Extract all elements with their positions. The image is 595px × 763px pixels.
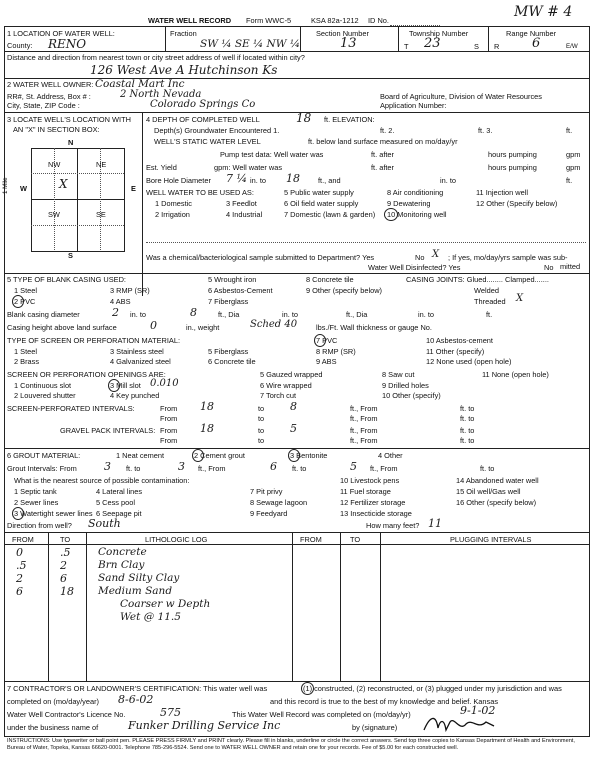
grout-ft-to-2: ft. to — [292, 464, 307, 473]
feet-label: How many feet? — [366, 521, 420, 530]
weight-value: Sched 40 — [250, 319, 298, 330]
gw-ft: ft. — [566, 126, 573, 135]
fraction-label: Fraction — [170, 29, 197, 38]
gravel-to-value: 5 — [290, 422, 297, 435]
se-label: SE — [96, 210, 106, 219]
log-row-desc: Medium Sand — [98, 585, 173, 597]
s6-title: 6 GROUT MATERIAL: — [7, 451, 81, 460]
contam-1: 1 Septic tank — [14, 487, 57, 496]
section-box — [31, 148, 125, 252]
ksa-ref: KSA 82a-1212 — [311, 16, 359, 25]
screen-12: 12 None used (open hole) — [426, 357, 512, 366]
open-4: 4 Key punched — [110, 391, 160, 400]
licence-number: 575 — [160, 706, 181, 719]
casing-welded: Welded — [474, 286, 499, 295]
rr-value: 2 North Nevada — [120, 89, 202, 100]
gw-2: ft. 2. — [380, 126, 395, 135]
pump-hours: hours pumping — [488, 150, 537, 159]
casing-5: 5 Wrought iron — [208, 275, 257, 284]
open-label: SCREEN OR PERFORATION OPENINGS ARE: — [7, 370, 166, 379]
screen-pvc: 7 PVC — [316, 336, 338, 345]
open-1: 1 Continuous slot — [14, 381, 72, 390]
bore-ft: ft. — [566, 176, 573, 185]
yield-rest: gpm: Well water was — [214, 163, 283, 172]
pump-label: Pump test data: Well water was — [220, 150, 324, 159]
casing-4: 4 ABS — [110, 297, 131, 306]
log-row-from: 0 — [16, 546, 23, 559]
diam-ft-dia2: ft., Dia — [346, 310, 368, 319]
chem-rest: ; If yes, mo/day/yrs sample was sub- — [448, 253, 568, 262]
mile-label: 1 Mile — [2, 177, 9, 194]
range-ew: E/W — [566, 43, 578, 50]
perf-ft-from-2: ft., From — [350, 414, 378, 423]
perf-ft-from: ft., From — [350, 404, 378, 413]
sw-label: SW — [48, 210, 60, 219]
contam-2: 2 Sewer lines — [14, 498, 59, 507]
contam-7: 7 Pit privy — [250, 487, 283, 496]
diam-in-to: in. to — [130, 310, 147, 319]
county-label: County: — [7, 41, 33, 50]
contam-6: 6 Seepage pit — [96, 509, 142, 518]
bore-value: 7 ¼ — [226, 172, 248, 185]
casing-6: 6 Asbestos-Cement — [208, 286, 273, 295]
gravel-from-value: 18 — [200, 422, 214, 435]
cert-line1a: 7 CONTRACTOR'S OR LANDOWNER'S CERTIFICATION: This water well was — [7, 684, 268, 693]
contam-9: 9 Feedyard — [250, 509, 288, 518]
grout-3-circle — [288, 449, 300, 462]
chem-no-mark: X — [432, 249, 440, 260]
log-row-from: 6 — [16, 585, 23, 598]
diam-ft: ft. — [486, 310, 493, 319]
form-number: Form WWC-5 — [246, 16, 292, 25]
id-handwritten: MW # 4 — [514, 4, 573, 20]
use-1: 1 Domestic — [155, 199, 192, 208]
gravel-ft-from: ft., From — [350, 426, 378, 435]
chem-no: No — [415, 253, 425, 262]
log-row-desc: Coarser w Depth — [120, 598, 211, 610]
log-row-from: 2 — [16, 572, 23, 585]
contam-14: 14 Abandoned water well — [456, 476, 539, 485]
board-label: Board of Agriculture, Division of Water Resources — [380, 92, 542, 101]
grout-ft-from-1: ft., From — [198, 464, 226, 473]
open-11: 11 None (open hole) — [482, 370, 549, 379]
height-label: Casing height above land surface — [7, 323, 117, 332]
gravel-ft-to-2: ft. to — [460, 436, 475, 445]
open-10: 10 Other (specify) — [382, 391, 441, 400]
casing-2-circle — [12, 295, 24, 308]
use-9: 9 Dewatering — [387, 199, 431, 208]
screen-1: 1 Steel — [14, 347, 38, 356]
screen-3: 3 Stainless steel — [110, 347, 164, 356]
open-7: 7 Torch cut — [260, 391, 297, 400]
log-row-to: 6 — [60, 572, 67, 585]
grout-i2-to: 5 — [350, 460, 357, 473]
south-label: S — [68, 251, 73, 260]
screen-2: 2 Brass — [14, 357, 40, 366]
contam-15: 15 Oil well/Gas well — [456, 487, 521, 496]
static-rest: ft. below land surface measured on mo/day/yr — [308, 137, 458, 146]
perf-to: to — [258, 404, 265, 413]
contam-5: 5 Cess pool — [96, 498, 136, 507]
screen-8: 8 RMP (SR) — [316, 347, 356, 356]
north-label: N — [68, 138, 74, 147]
screen-ac: 10 Asbestos-cement — [426, 336, 493, 345]
open-3: 3 Mill slot — [110, 381, 141, 390]
chem-mitted: mitted — [560, 262, 581, 271]
disinfected-no: No — [544, 263, 554, 272]
diam-ft-dia: ft., Dia — [218, 310, 240, 319]
bore-to-value: 18 — [286, 172, 300, 185]
record-date: 9-1-02 — [460, 704, 496, 717]
screen-9: 9 ABS — [316, 357, 337, 366]
screen-5: 5 Fiberglass — [208, 347, 249, 356]
use-label: WELL WATER TO BE USED AS: — [146, 188, 254, 197]
casing-threaded: Threaded — [474, 297, 506, 306]
contam-3-circle — [12, 507, 24, 520]
application-label: Application Number: — [380, 101, 447, 110]
contam-13: 13 Insecticide storage — [340, 509, 412, 518]
disinfected-label: Water Well Disinfected? Yes — [368, 263, 461, 272]
yield-after: ft. after — [371, 163, 395, 172]
log-row-desc: Concrete — [98, 546, 147, 558]
yield-hours: hours pumping — [488, 163, 537, 172]
diam-in-to3: in. to — [418, 310, 435, 319]
county-value: RENO — [48, 37, 87, 51]
contam-12: 12 Fertilizer storage — [340, 498, 406, 507]
open-9: 9 Drilled holes — [382, 381, 429, 390]
city-label: City, State, ZIP Code : — [7, 101, 80, 110]
log-head-to2: TO — [350, 535, 361, 544]
id-label: ID No. — [368, 16, 389, 25]
grout-4: 4 Other — [378, 451, 403, 460]
screen-4: 4 Galvanized steel — [110, 357, 171, 366]
grout-ft-from-2: ft., From — [370, 464, 398, 473]
screen-label: TYPE OF SCREEN OR PERFORATION MATERIAL: — [7, 336, 181, 345]
section-value: 13 — [340, 36, 357, 51]
constructed-circle — [301, 682, 314, 695]
open-6: 6 Wire wrapped — [260, 381, 312, 390]
use-10: 10 Monitoring well — [387, 210, 447, 219]
perf-ft-to: ft. to — [460, 404, 475, 413]
use-10-circle — [384, 208, 398, 221]
bore-ft-and: ft., and — [318, 176, 341, 185]
log-head-plug: PLUGGING INTERVALS — [450, 535, 532, 544]
distance-value: 126 West Ave A Hutchinson Ks — [90, 63, 278, 77]
s1-title: 1 LOCATION OF WATER WELL: — [7, 29, 115, 38]
grout-intervals-label: Grout Intervals: From — [7, 464, 77, 473]
gravel-ft-from-2: ft., From — [350, 436, 378, 445]
pump-after: ft. after — [371, 150, 395, 159]
casing-8: 8 Concrete tile — [306, 275, 354, 284]
open-2: 2 Louvered shutter — [14, 391, 76, 400]
casing-7: 7 Fiberglass — [208, 297, 249, 306]
s3-title: 3 LOCATE WELL'S LOCATION WITH — [7, 115, 131, 124]
log-head-lith: LITHOLOGIC LOG — [145, 535, 208, 544]
feet-value: 11 — [428, 517, 442, 530]
contam-11: 11 Fuel storage — [340, 487, 391, 496]
use-6: 6 Oil field water supply — [284, 199, 359, 208]
cert-line4a: under the business name of — [7, 723, 99, 732]
grout-ft-to-1: ft. to — [126, 464, 141, 473]
cert-line2b: and this record is true to the best of my knowledge and belief. Kansas — [270, 697, 499, 706]
height-value: 0 — [150, 319, 157, 332]
gw-label: Depth(s) Groundwater Encountered 1. — [154, 126, 280, 135]
use-5: 5 Public water supply — [284, 188, 354, 197]
signature — [420, 712, 500, 736]
s2-title: 2 WATER WELL OWNER: — [7, 80, 94, 89]
cert-line3a: Water Well Contractor's Licence No. — [7, 710, 126, 719]
perf-from: From — [160, 404, 178, 413]
ne-label: NE — [96, 160, 107, 169]
well-location-mark: X — [59, 177, 68, 191]
city-value: Colorado Springs Co — [150, 99, 256, 110]
open-5: 5 Gauzed wrapped — [260, 370, 323, 379]
yield-gpm: gpm — [566, 163, 581, 172]
range-value: 6 — [532, 36, 541, 51]
log-head-from: FROM — [12, 535, 34, 544]
grout-1: 1 Neat cement — [116, 451, 165, 460]
casing-1: 1 Steel — [14, 286, 38, 295]
log-row-desc: Sand Silty Clay — [98, 572, 180, 584]
use-3: 3 Feedlot — [226, 199, 257, 208]
chem-label: Was a chemical/bacteriological sample submitted to Department? Yes — [146, 253, 375, 262]
log-row-to: .5 — [60, 546, 71, 559]
use-12: 12 Other (Specify below) — [476, 199, 558, 208]
log-row-to: 18 — [60, 585, 74, 598]
range-label: Range Number — [506, 29, 557, 38]
range-r: R — [494, 42, 500, 51]
casing-joints: CASING JOINTS: Glued........ Clamped....... — [406, 275, 549, 284]
use-2: 2 Irrigation — [155, 210, 190, 219]
bore-label: Bore Hole Diameter — [146, 176, 211, 185]
gravel-label: GRAVEL PACK INTERVALS: — [60, 426, 156, 435]
log-head-to: TO — [60, 535, 71, 544]
township-label: Township Number — [409, 29, 469, 38]
nw-label: NW — [48, 160, 61, 169]
log-row-desc: Brn Clay — [98, 559, 145, 571]
west-label: W — [20, 184, 27, 193]
owner-value: Coastal Mart Inc — [95, 78, 185, 90]
grout-i1-from: 3 — [104, 460, 111, 473]
grout-ft-to-3: ft. to — [480, 464, 495, 473]
perf-to-value: 8 — [290, 400, 297, 413]
gravel-to-2: to — [258, 436, 265, 445]
township-t: T — [404, 42, 409, 51]
fraction-value: SW ¼ SE ¼ NW ¼ — [200, 38, 301, 50]
log-row-to: 2 — [60, 559, 67, 572]
grout-i2-from: 6 — [270, 460, 277, 473]
contam-label: What is the nearest source of possible contamination: — [14, 476, 190, 485]
form-title: WATER WELL RECORD — [148, 16, 232, 25]
township-s: S — [474, 42, 479, 51]
section-label: Section Number — [316, 29, 369, 38]
weight-rest: lbs./Ft. Wall thickness or gauge No. — [316, 323, 432, 332]
township-value: 23 — [424, 36, 441, 51]
completed-date: 8-6-02 — [118, 693, 154, 706]
height-in-weight: in., weight — [186, 323, 220, 332]
depth-value: 18 — [296, 111, 312, 125]
distance-label: Distance and direction from nearest town or city street address of well if located within city? — [7, 53, 305, 62]
direction-value: South — [88, 517, 121, 530]
gravel-ft-to: ft. to — [460, 426, 475, 435]
elevation-label: ft. ELEVATION: — [324, 115, 375, 124]
gravel-from-2: From — [160, 436, 178, 445]
bore-in-to2: in. to — [440, 176, 457, 185]
gravel-to: to — [258, 426, 265, 435]
yield-label: Est. Yield — [146, 163, 177, 172]
open-8: 8 Saw cut — [382, 370, 415, 379]
direction-label: Direction from well? — [7, 521, 72, 530]
threaded-mark: X — [516, 293, 524, 304]
contam-10: 10 Livestock pens — [340, 476, 400, 485]
perf-from-value: 18 — [200, 400, 214, 413]
log-row-desc: Wet @ 11.5 — [120, 611, 181, 623]
casing-9: 9 Other (specify below) — [306, 286, 382, 295]
casing-3: 3 RMP (SR) — [110, 286, 150, 295]
bore-in-to: in. to — [250, 176, 267, 185]
cert-line1b: (1) constructed, (2) reconstructed, or (3) plugged under my jurisdiction and was — [303, 684, 562, 693]
log-head-from2: FROM — [300, 535, 322, 544]
cert-line2a: completed on (mo/day/year) — [7, 697, 100, 706]
static-label: WELL'S STATIC WATER LEVEL — [154, 137, 261, 146]
casing-2: 2 PVC — [14, 297, 36, 306]
grout-3: 3 Bentonite — [290, 451, 328, 460]
rr-label: RR#, St. Address, Box # : — [7, 92, 91, 101]
use-11: 11 Injection well — [476, 188, 529, 197]
screen-6: 6 Concrete tile — [208, 357, 256, 366]
diam-label: Blank casing diameter — [7, 310, 80, 319]
screen-pvc-circle — [314, 334, 326, 347]
contam-16: 16 Other (specify below) — [456, 498, 537, 507]
business-name: Funker Drilling Service Inc — [128, 719, 281, 732]
cert-line3b: This Water Well Record was completed on (mo/day/yr) — [232, 710, 411, 719]
use-8: 8 Air conditioning — [387, 188, 444, 197]
log-row-from: .5 — [16, 559, 27, 572]
east-label: E — [131, 184, 136, 193]
grout-2: 2 Cement grout — [194, 451, 245, 460]
diam-to-value: 8 — [190, 306, 197, 319]
depth-label: 4 DEPTH OF COMPLETED WELL — [146, 115, 260, 124]
instructions: INSTRUCTIONS: Use typewriter or ball point pen. PLEASE PRESS FIRMLY and PRINT clearly. Please fill in blanks, underline or circle the correct answers. Send top three copies to Kansas Department of Health and Environment, Bureau of Water, Topeka, Kansas 66620-0001. Telephone 785-296-5524. Send one to WATER WELL OWNER and retain one for your records. Fee of $5.00 for each constructed well. — [7, 738, 575, 751]
cert-line4b: by (signature) — [352, 723, 398, 732]
perf-label: SCREEN-PERFORATED INTERVALS: — [7, 404, 135, 413]
s3-title2: AN "X" IN SECTION BOX: — [13, 125, 100, 134]
diam-in-to2: in. to — [282, 310, 299, 319]
contam-3: 3 Watertight sewer lines — [14, 509, 93, 518]
grout-i1-to: 3 — [178, 460, 185, 473]
contam-8: 8 Sewage lagoon — [250, 498, 308, 507]
use-4: 4 Industrial — [226, 210, 263, 219]
gw-3: ft. 3. — [478, 126, 493, 135]
s5-title: 5 TYPE OF BLANK CASING USED: — [7, 275, 126, 284]
perf-to-2: to — [258, 414, 265, 423]
screen-11: 11 Other (specify) — [426, 347, 485, 356]
gravel-from: From — [160, 426, 178, 435]
grout-2-circle — [192, 449, 204, 462]
diam-value: 2 — [112, 306, 119, 319]
use-7: 7 Domestic (lawn & garden) — [284, 210, 376, 219]
pump-gpm: gpm — [566, 150, 581, 159]
perf-ft-to-2: ft. to — [460, 414, 475, 423]
perf-from-2: From — [160, 414, 178, 423]
mill-slot-value: 0.010 — [150, 378, 179, 389]
contam-4: 4 Lateral lines — [96, 487, 143, 496]
